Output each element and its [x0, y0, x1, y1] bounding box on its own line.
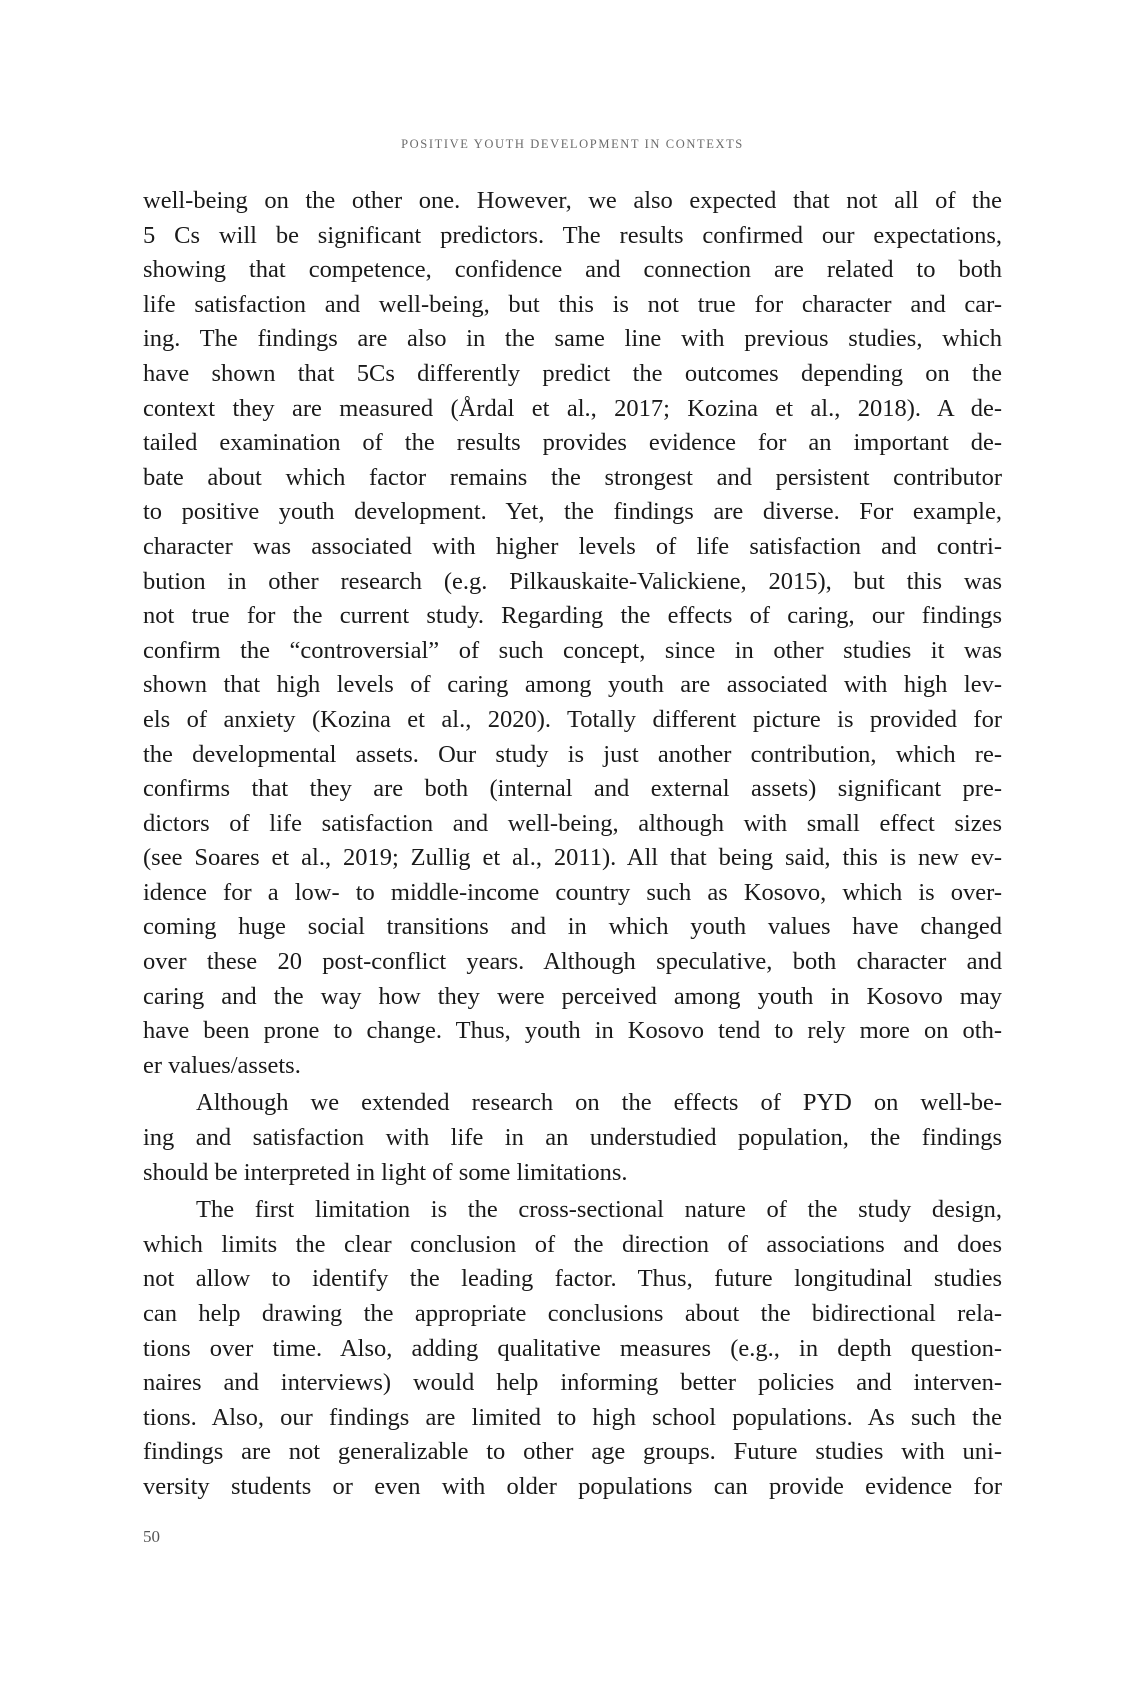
text-line: er values/assets. [143, 1051, 301, 1079]
text-line: not allow to identify the leading factor. Thus, future longitudinal studies [143, 1265, 1002, 1293]
text-line: confirm the “controversial” of such concept, since in other studies it was [143, 636, 1002, 664]
text-line: naires and interviews) would help informing better policies and interven- [143, 1369, 1002, 1397]
text-line: can help drawing the appropriate conclusions about the bidirectional rela- [143, 1300, 1002, 1327]
text-line: character was associated with higher levels of life satisfaction and contri- [143, 532, 1002, 560]
text-line: caring and the way how they were perceived among youth in Kosovo may [143, 982, 1002, 1010]
text-line: life satisfaction and well-being, but this is not true for character and car- [143, 290, 1002, 318]
text-line: over these 20 post-conflict years. Although speculative, both character and [143, 948, 1002, 976]
text-line: els of anxiety (Kozina et al., 2020). Totally different picture is provided for [143, 705, 1002, 733]
text-line: ing and satisfaction with life in an understudied population, the findings [143, 1124, 1002, 1152]
text-line: tailed examination of the results provides evidence for an important de- [143, 429, 1002, 457]
text-line: (see Soares et al., 2019; Zullig et al., 2011). All that being said, this is new ev- [143, 844, 1002, 872]
paragraph-1 [143, 184, 1002, 1083]
text-line: context they are measured (Årdal et al., 2017; Kozina et al., 2018). A de- [143, 394, 1002, 422]
text-line: the developmental assets. Our study is just another contribution, which re- [143, 740, 1002, 768]
paragraph-3 [143, 1193, 1002, 1504]
text-line: which limits the clear conclusion of the direction of associations and does [143, 1230, 1002, 1258]
text-line: findings are not generalizable to other age groups. Future studies with uni- [143, 1438, 1002, 1466]
text-line: have been prone to change. Thus, youth in Kosovo tend to rely more on oth- [143, 1017, 1002, 1045]
text-line: not true for the current study. Regarding the effects of caring, our findings [143, 602, 1002, 630]
page-number: 50 [143, 1527, 160, 1546]
text-line: to positive youth development. Yet, the findings are diverse. For example, [143, 498, 1002, 526]
text-line: shown that high levels of caring among youth are associated with high lev- [143, 671, 1002, 699]
body-text [143, 184, 1002, 1505]
paragraph-2 [143, 1086, 1002, 1190]
text-line: confirms that they are both (internal and external assets) significant pre- [143, 775, 1002, 803]
text-line: Although we extended research on the effects of PYD on well-be- [196, 1089, 1002, 1117]
text-line: tions over time. Also, adding qualitative measures (e.g., in depth question- [143, 1334, 1002, 1362]
text-line: 5 Cs will be significant predictors. The results confirmed our expectations, [143, 221, 1002, 249]
text-line: The first limitation is the cross-sectional nature of the study design, [196, 1196, 1002, 1224]
text-line: showing that competence, confidence and connection are related to both [143, 256, 1002, 284]
text-line: well-being on the other one. However, we also expected that not all of the [143, 187, 1002, 214]
text-line: idence for a low- to middle-income country such as Kosovo, which is over- [143, 878, 1002, 906]
text-line: coming huge social transitions and in which youth values have changed [143, 913, 1002, 941]
text-line: dictors of life satisfaction and well-being, although with small effect sizes [143, 809, 1002, 837]
running-header: POSITIVE YOUTH DEVELOPMENT IN CONTEXTS [401, 137, 744, 151]
text-line: versity students or even with older populations can provide evidence for [143, 1472, 1002, 1500]
text-line: have shown that 5Cs differently predict the outcomes depending on the [143, 359, 1002, 387]
text-line: ing. The findings are also in the same line with previous studies, which [143, 325, 1002, 353]
text-line: should be interpreted in light of some limitations. [143, 1158, 628, 1186]
text-line: bution in other research (e.g. Pilkauskaite-Valickiene, 2015), but this was [143, 567, 1002, 595]
text-line: bate about which factor remains the strongest and persistent contributor [143, 463, 1002, 491]
text-line: tions. Also, our findings are limited to high school populations. As such the [143, 1403, 1002, 1431]
